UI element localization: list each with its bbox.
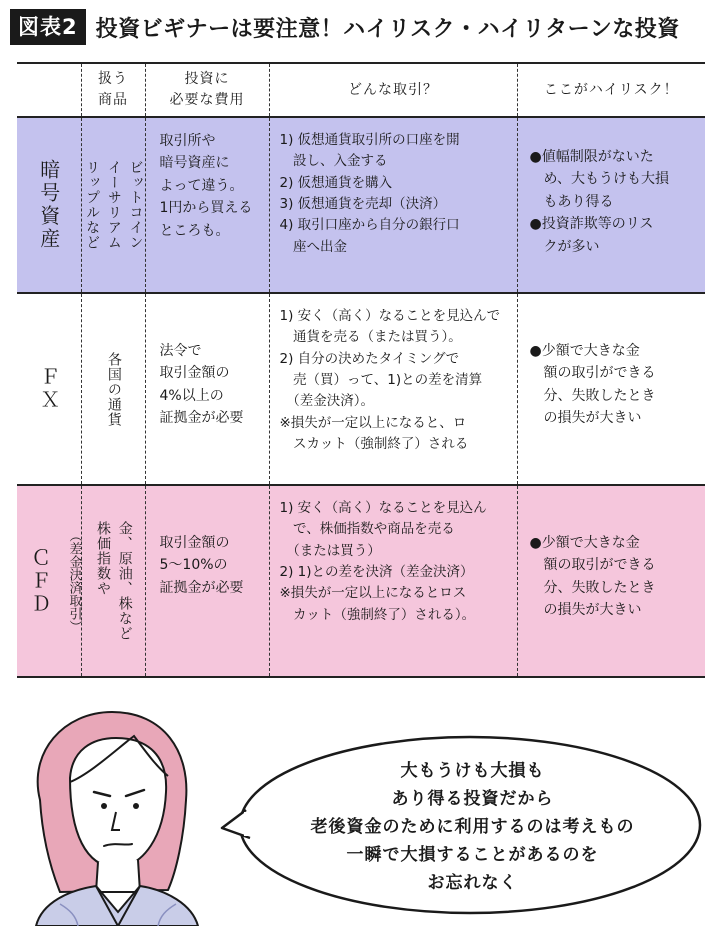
risk-points (518, 294, 706, 430)
cost-line: 取引金額の (159, 535, 230, 551)
table-header-row (17, 63, 705, 117)
items-text (91, 521, 134, 641)
speech-bubble-line: 大もうけも大損も (400, 761, 545, 781)
cost-text (146, 486, 269, 599)
risk-points (518, 486, 706, 622)
process-step-line: スカット（強制終了）される (279, 435, 469, 452)
category-cell (17, 485, 81, 677)
process-steps (270, 486, 517, 626)
risk-cell (517, 485, 705, 677)
process-steps (270, 118, 517, 258)
risk-point-line: ●値幅制限がないた (529, 149, 654, 165)
risk-cell (517, 117, 705, 293)
risk-point-line: 額の取引ができる (529, 365, 656, 382)
investment-comparison-table (17, 62, 705, 678)
category-label: 暗号資産 (36, 159, 61, 251)
risk-points (518, 118, 706, 258)
category-cell (17, 117, 81, 293)
items-line: 株価指数や (95, 521, 111, 596)
items-text (102, 352, 124, 427)
table-row-cfd (17, 485, 705, 677)
woman-avatar (36, 712, 198, 926)
cost-text (146, 118, 269, 242)
risk-point-line: の損失が大きい (529, 410, 642, 427)
risk-point-line: の損失が大きい (529, 602, 642, 619)
header-items-line: 扱う (98, 71, 128, 87)
cost-cell (145, 485, 269, 677)
process-cell (269, 293, 517, 485)
header-cost-line: 投資に (184, 71, 230, 87)
header-items-line: 商品 (98, 92, 128, 108)
table-row-fx (17, 293, 705, 485)
items-line: 金、原油、株など (116, 521, 133, 641)
cost-line: ところも。 (159, 222, 230, 239)
speech-bubble-line: 一瞬で大損することがあるのを (346, 844, 599, 865)
header-cost-line: 必要な費用 (169, 92, 245, 108)
process-step-line: （または買う） (279, 542, 381, 559)
risk-point-line: 額の取引ができる (529, 557, 656, 574)
items-text (80, 160, 145, 250)
figure-header (10, 6, 700, 48)
items-line: イーサリアム (105, 160, 122, 250)
risk-point-line: クが多い (529, 238, 600, 255)
process-step-line: 1) 安く（高く）なることを見込ん (279, 500, 487, 516)
process-step-line: 設し、入金する (279, 153, 388, 170)
risk-point-line: ●少額で大きな金 (529, 535, 640, 551)
cost-line: 証拠金が必要 (159, 579, 244, 596)
process-step-line: 座へ出金 (279, 238, 347, 255)
speech-bubble-line: 老後資金のために利用するのは考えもの (310, 816, 635, 837)
figure-title: 投資ビギナーは要注意！ハイリスク・ハイリターンな投資 (95, 16, 680, 42)
cost-cell (145, 293, 269, 485)
cost-line: 証拠金が必要 (159, 410, 244, 427)
table-row-crypto (17, 117, 705, 293)
process-step-line: 1) 安く（高く）なることを見込んで (279, 308, 501, 324)
process-step-line: 2) 1)との差を決済（差金決済） (279, 563, 474, 580)
risk-point-line: め、大もうけも大損 (529, 171, 669, 188)
cost-text (146, 294, 269, 430)
header-risk: ここがハイリスク！ (517, 63, 705, 117)
risk-point-line: ●投資詐欺等のリス (529, 216, 654, 233)
process-step-line: で、株価指数や商品を売る (279, 521, 455, 538)
figure-label: 図表2 (10, 9, 86, 45)
cost-line: 取引金額の (159, 365, 230, 382)
process-step-line: 2) 自分の決めたタイミングで (279, 350, 460, 367)
header-items (81, 63, 145, 117)
cost-line: 4%以上の (159, 387, 224, 404)
risk-cell (517, 293, 705, 485)
cost-line: よって違う。 (159, 177, 244, 194)
header-cost (145, 63, 269, 117)
cost-line: 1円から買える (159, 200, 253, 217)
items-cell (81, 293, 145, 485)
process-step-line: ※損失が一定以上になるとロス (279, 585, 467, 602)
items-line: リップルなど (84, 160, 101, 250)
process-step-line: 売（買）って、1)との差を清算 (279, 371, 483, 388)
items-cell (81, 117, 145, 293)
speech-bubble-line: お忘れなく (427, 872, 518, 893)
items-line: ビットコイン (127, 160, 144, 250)
process-step-line: （差金決済）。 (279, 393, 374, 410)
process-steps (270, 294, 517, 455)
process-step-line: カット（強制終了）される）。 (279, 606, 476, 623)
risk-point-line: 分、失敗したとき (529, 387, 656, 404)
category-label: ＦＸ (36, 366, 61, 412)
process-step-line: 1) 仮想通貨取引所の口座を開 (279, 132, 460, 148)
category-label: ＣＦＤ (27, 546, 52, 616)
process-cell (269, 117, 517, 293)
process-step-line: 3) 仮想通貨を売却（決済） (279, 195, 447, 212)
process-cell (269, 485, 517, 677)
risk-point-line: 分、失敗したとき (529, 579, 656, 596)
cost-cell (145, 117, 269, 293)
header-process: どんな取引？ (269, 63, 517, 117)
speech-bubble-text (300, 758, 645, 897)
items-line: 各国の通貨 (105, 351, 122, 427)
category-cell (17, 293, 81, 485)
process-step-line: 通貨を売る（または買う）。 (279, 329, 462, 346)
process-step-line: 2) 仮想通貨を購入 (279, 174, 393, 191)
process-step-line: 4) 取引口座から自分の銀行口 (279, 217, 460, 234)
cost-line: 法令で (159, 343, 202, 359)
items-cell (81, 485, 145, 677)
risk-point-line: もあり得る (529, 193, 614, 210)
risk-point-line: ●少額で大きな金 (529, 343, 640, 359)
cost-line: 暗号資産に (159, 155, 230, 172)
process-step-line: ※損失が一定以上になると、ロ (279, 414, 467, 431)
cost-line: 取引所や (159, 133, 216, 149)
category-sublabel: （差金決済取引） (66, 529, 82, 633)
speech-bubble-line: あり得る投資だから (391, 788, 554, 809)
header-category (17, 63, 81, 117)
cost-line: 5～10%の (159, 557, 228, 574)
